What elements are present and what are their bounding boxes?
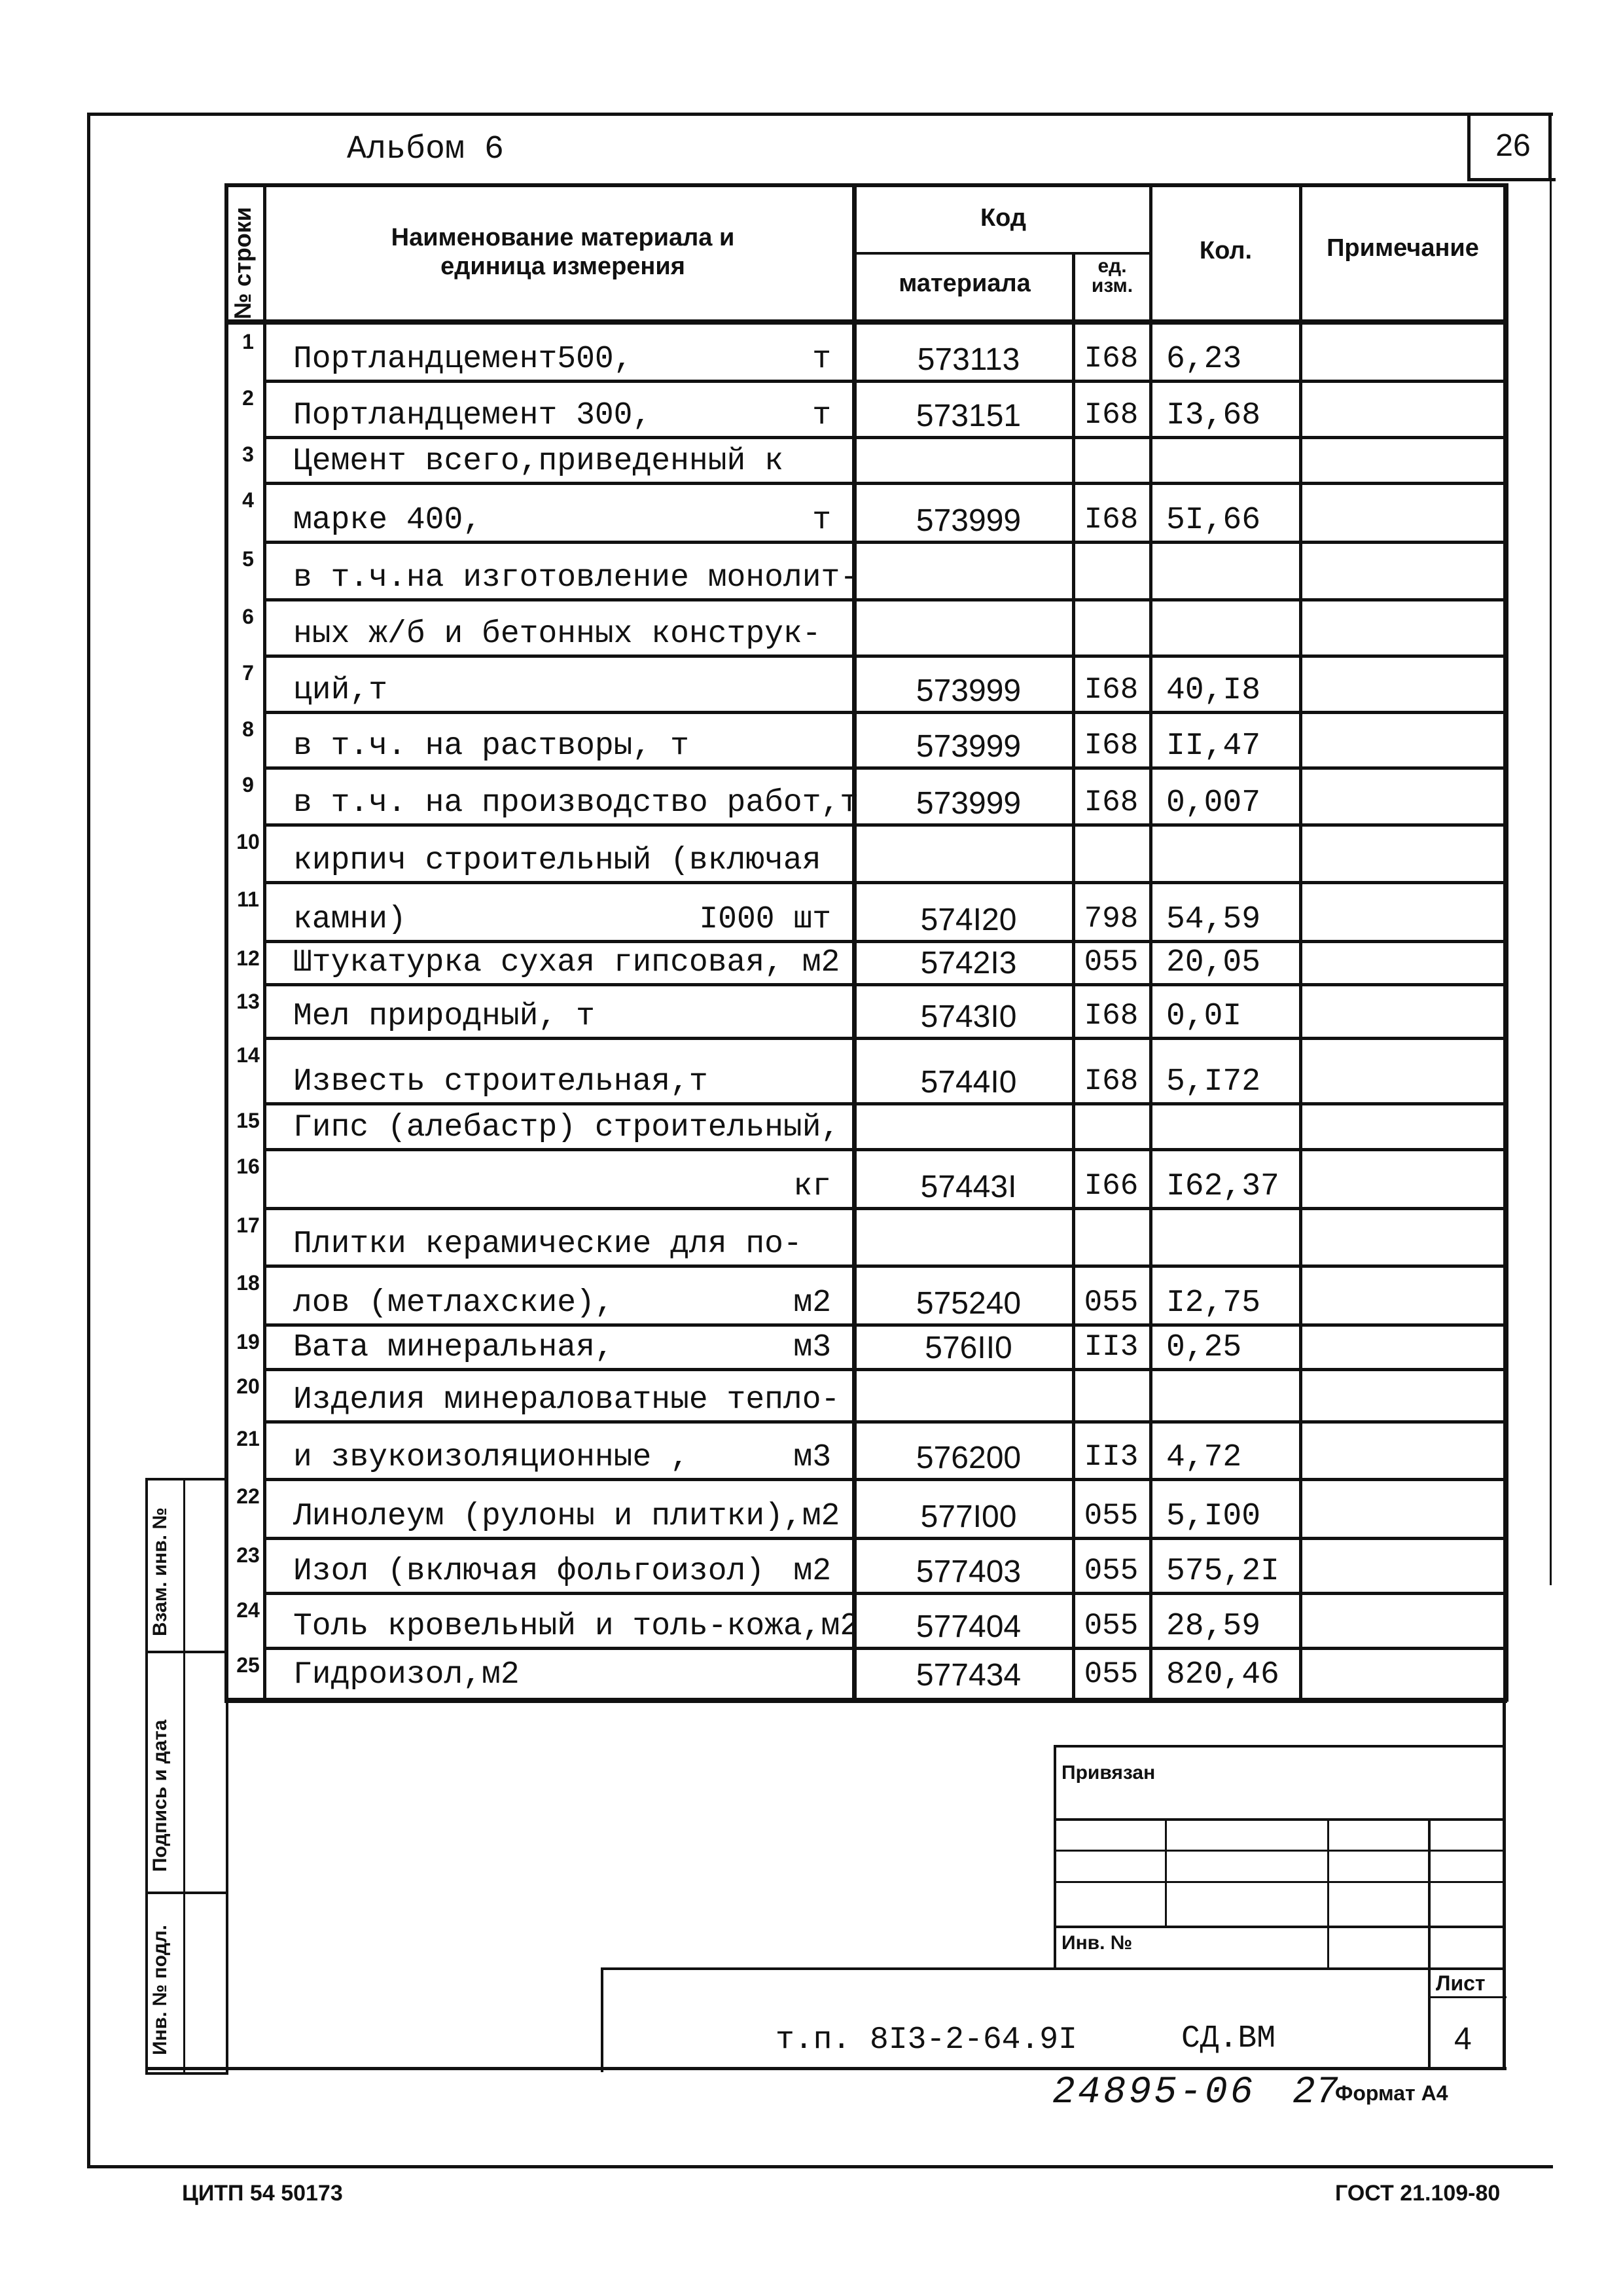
- row-material-code: 5744I0: [920, 1065, 1017, 1100]
- row-unit-code: I68: [1084, 342, 1139, 376]
- row-line: [265, 1537, 1505, 1540]
- row-unit-text: I000 шт: [699, 902, 831, 937]
- row-quantity: 0,25: [1166, 1330, 1242, 1365]
- tb-sep-c: [1054, 1881, 1505, 1883]
- page-number-box: [1467, 113, 1556, 181]
- row-quantity: 0,0I: [1166, 999, 1242, 1034]
- row-unit-code: I68: [1084, 398, 1139, 432]
- row-quantity: I2,75: [1166, 1285, 1261, 1321]
- row-line: [265, 598, 1505, 601]
- row-number: 19: [236, 1330, 260, 1354]
- row-material-name: Гидроизол,м2: [293, 1657, 520, 1693]
- row-material-code: 577404: [916, 1609, 1022, 1644]
- row-line: [265, 1368, 1505, 1371]
- material-header: материала: [899, 270, 1031, 297]
- row-unit-code: 055: [1084, 1285, 1139, 1319]
- row-material-name: и звукоизоляционные ,: [293, 1440, 689, 1475]
- row-number: 25: [236, 1653, 260, 1677]
- stamp-podpis-data: Подпись и дата: [149, 1719, 171, 1872]
- stamp-inv-podl: Инв. № подл.: [149, 1924, 171, 2055]
- row-number: 21: [236, 1427, 260, 1450]
- row-material-name: в т.ч. на растворы, т: [293, 728, 689, 764]
- stamp-vzam-inv: Взам. инв. №: [149, 1507, 171, 1636]
- tb-main-bottom: [145, 2067, 1507, 2070]
- row-quantity: I62,37: [1166, 1169, 1279, 1204]
- row-number: 13: [236, 990, 260, 1013]
- row-material-name: Линолеум (рулоны и плитки),м2: [293, 1499, 840, 1534]
- row-number: 16: [236, 1155, 260, 1178]
- row-unit-code: I66: [1084, 1169, 1139, 1203]
- row-material-name: Портландцемент 300,: [293, 398, 652, 433]
- row-material-code: 573999: [916, 503, 1022, 538]
- row-material-code: 573999: [916, 673, 1022, 708]
- tb-col-b: [1327, 1818, 1329, 1967]
- row-number: 17: [236, 1213, 260, 1237]
- inv-no-label: Инв. №: [1061, 1932, 1133, 1954]
- row-material-code: 573113: [917, 342, 1020, 377]
- row-unit-code: I68: [1084, 999, 1139, 1033]
- footer-gost: ГОСТ 21.109-80: [1335, 2181, 1501, 2206]
- row-unit-text: м3: [793, 1330, 831, 1365]
- tb-right: [1503, 1702, 1506, 2068]
- stamp-sep-2: [145, 1892, 228, 1894]
- row-unit-code: II3: [1084, 1440, 1139, 1474]
- tb-sep-b: [1054, 1850, 1505, 1852]
- row-material-name: Толь кровельный и толь-кожа,м2: [293, 1609, 859, 1644]
- album-label: Альбом 6: [347, 131, 505, 168]
- row-line: [265, 983, 1505, 986]
- header-bottom-line: [224, 319, 1507, 325]
- row-unit-text: м3: [793, 1440, 831, 1475]
- code-sub-line: [852, 252, 1150, 255]
- list-label: Лист: [1436, 1971, 1486, 1995]
- row-line: [265, 1478, 1505, 1481]
- table-left-line: [224, 183, 228, 1702]
- row-material-name: Цемент всего,приведенный к: [293, 444, 783, 479]
- row-unit-code: 055: [1084, 1657, 1139, 1691]
- tb-list-sep: [1428, 1996, 1507, 1998]
- tb-left-upper: [1054, 1745, 1056, 1967]
- row-unit-code: I68: [1084, 728, 1139, 762]
- row-material-name: ций,т: [293, 673, 388, 708]
- tb-main-left: [601, 1967, 603, 2072]
- unit-header-line1: ед.: [1097, 255, 1127, 277]
- row-line: [265, 1647, 1505, 1650]
- frame-right-thin: [1550, 178, 1552, 1585]
- row-number: 23: [236, 1543, 260, 1567]
- row-quantity: 5,I00: [1166, 1499, 1261, 1534]
- row-number: 4: [242, 488, 254, 512]
- row-line: [265, 655, 1505, 658]
- row-material-code: 574I20: [920, 903, 1017, 937]
- row-material-name: Изол (включая фольгоизол): [293, 1554, 765, 1589]
- qty-header: Кол.: [1199, 237, 1253, 264]
- row-number: 10: [236, 830, 260, 853]
- row-unit-code: 055: [1084, 1554, 1139, 1588]
- row-number: 1: [242, 330, 254, 353]
- row-quantity: II,47: [1166, 728, 1261, 764]
- row-unit-code: I68: [1084, 673, 1139, 707]
- row-material-name: Гипс (алебастр) строительный,: [293, 1110, 840, 1145]
- row-number: 2: [242, 386, 254, 410]
- row-line: [265, 823, 1505, 827]
- row-material-name: ных ж/б и бетонных конструк-: [293, 617, 821, 652]
- row-material-code: 57443I: [920, 1170, 1017, 1204]
- row-line: [265, 541, 1505, 544]
- row-material-name: Штукатурка сухая гипсовая, м2: [293, 945, 840, 980]
- list-number: 4: [1454, 2022, 1472, 2056]
- row-number: 14: [236, 1043, 260, 1067]
- row-material-code: 5743I0: [920, 999, 1017, 1034]
- row-number: 12: [236, 946, 260, 970]
- row-unit-code: I68: [1084, 785, 1139, 819]
- row-line: [265, 1207, 1505, 1210]
- page-number: 26: [1495, 128, 1531, 163]
- row-quantity: I3,68: [1166, 398, 1261, 433]
- row-line: [265, 1148, 1505, 1151]
- row-material-code: 575240: [916, 1286, 1022, 1321]
- unit-header-line2: изм.: [1091, 275, 1133, 296]
- row-material-name: в т.ч. на производство работ,т: [293, 785, 859, 821]
- row-unit-text: кг: [793, 1169, 831, 1204]
- row-material-name: лов (метлахские),: [293, 1285, 614, 1321]
- tb-main-top: [601, 1967, 1505, 1970]
- frame-top: [87, 113, 1553, 116]
- row-unit-text: м2: [793, 1285, 831, 1321]
- row-material-name: Портландцемент500,: [293, 342, 633, 377]
- tb-col-a: [1165, 1818, 1167, 1926]
- row-quantity: 6,23: [1166, 342, 1242, 377]
- name-header-line2: единица измерения: [440, 252, 685, 280]
- row-line: [265, 711, 1505, 714]
- row-material-name: Изделия минераловатные тепло-: [293, 1382, 840, 1418]
- row-unit-text: м2: [793, 1554, 831, 1589]
- row-number: 20: [236, 1374, 260, 1398]
- tb-sep-d: [1054, 1926, 1505, 1928]
- row-material-code: 577434: [916, 1658, 1022, 1693]
- stamp-divider: [183, 1478, 185, 2075]
- name-header: [275, 224, 851, 281]
- row-material-code: 573151: [916, 399, 1022, 433]
- row-quantity: 28,59: [1166, 1609, 1261, 1644]
- page-27-handwritten: 27: [1293, 2072, 1338, 2114]
- row-quantity: 40,I8: [1166, 673, 1261, 708]
- unit-header: [1075, 257, 1149, 296]
- stamp-bottom: [145, 2072, 228, 2075]
- row-line: [265, 881, 1505, 884]
- row-number: 11: [237, 888, 259, 911]
- format-label: Формат А4: [1335, 2081, 1448, 2105]
- row-number: 9: [242, 773, 254, 797]
- row-material-code: 5742I3: [920, 946, 1017, 980]
- row-number-header: № строки: [229, 207, 256, 319]
- tb-col-c: [1428, 1818, 1431, 2067]
- row-number: 3: [242, 442, 254, 466]
- row-line: [265, 1037, 1505, 1040]
- row-unit-code: 798: [1084, 902, 1139, 936]
- row-number: 24: [236, 1598, 260, 1622]
- row-quantity: 5,I72: [1166, 1064, 1261, 1100]
- stamp-outer-left: [145, 1478, 148, 2075]
- row-quantity: 5I,66: [1166, 503, 1261, 538]
- row-quantity: 54,59: [1166, 902, 1261, 937]
- tb-sep-a: [1054, 1818, 1505, 1821]
- row-material-name: Мел природный, т: [293, 999, 595, 1034]
- note-header: Примечание: [1327, 234, 1479, 262]
- row-material-name: марке 400,: [293, 503, 482, 538]
- frame-bottom: [87, 2165, 1553, 2168]
- row-material-name: в т.ч.на изготовление монолит-: [293, 560, 859, 596]
- row-material-name: Плитки керамические для по-: [293, 1227, 802, 1262]
- row-number: 15: [236, 1109, 260, 1132]
- row-number: 7: [242, 661, 254, 685]
- row-unit-code: 055: [1084, 1499, 1139, 1533]
- row-quantity: 575,2I: [1166, 1554, 1279, 1589]
- row-unit-code: I68: [1084, 1064, 1139, 1098]
- row-quantity: 820,46: [1166, 1657, 1279, 1693]
- privyazan-label: Привязан: [1061, 1762, 1156, 1784]
- row-line: [265, 1420, 1505, 1424]
- tb-top: [1054, 1745, 1505, 1748]
- row-material-code: 577I00: [920, 1499, 1017, 1534]
- row-material-code: 573999: [916, 786, 1022, 821]
- row-quantity: 0,007: [1166, 785, 1261, 821]
- name-header-line1: Наименование материала и: [391, 224, 735, 251]
- row-line: [265, 766, 1505, 770]
- table-top-line: [224, 183, 1507, 187]
- designation: т.п. 8I3-2-64.9I: [776, 2022, 1077, 2058]
- table-bottom-line: [224, 1698, 1507, 1703]
- row-line: [265, 1102, 1505, 1105]
- row-number: 18: [236, 1271, 260, 1295]
- row-number: 22: [236, 1484, 260, 1508]
- row-unit-code: II3: [1084, 1330, 1139, 1364]
- row-number: 6: [242, 605, 254, 628]
- footer-left-code: ЦИТП 54 50173: [182, 2181, 343, 2206]
- row-unit-text: т: [812, 398, 831, 433]
- row-quantity: 20,05: [1166, 945, 1261, 980]
- handwritten-number: 24895-06: [1052, 2072, 1256, 2114]
- row-material-name: кирпич строительный (включая: [293, 843, 821, 878]
- row-line: [265, 380, 1505, 383]
- row-material-code: 576II0: [925, 1331, 1012, 1365]
- row-material-name: Вата минеральная,: [293, 1330, 614, 1365]
- doc-code: СД.ВМ: [1181, 2021, 1276, 2056]
- row-line: [265, 1323, 1505, 1327]
- stamp-right: [226, 1478, 228, 2075]
- row-material-name: камни): [293, 902, 406, 937]
- row-line: [265, 1265, 1505, 1268]
- row-unit-text: т: [812, 342, 831, 377]
- row-material-name: Известь строительная,т: [293, 1064, 708, 1100]
- frame-left: [87, 113, 90, 2168]
- row-number: 5: [242, 547, 254, 571]
- row-number: 8: [242, 717, 254, 741]
- row-line: [265, 482, 1505, 485]
- row-unit-code: 055: [1084, 1609, 1139, 1643]
- row-line: [265, 940, 1505, 943]
- row-material-code: 577403: [916, 1554, 1022, 1589]
- stamp-top: [145, 1478, 228, 1480]
- row-material-code: 573999: [916, 729, 1022, 764]
- row-unit-code: I68: [1084, 503, 1139, 537]
- row-line: [265, 436, 1505, 439]
- row-line: [265, 1592, 1505, 1595]
- row-unit-text: т: [812, 503, 831, 538]
- stamp-sep-1: [145, 1651, 228, 1653]
- row-unit-code: 055: [1084, 945, 1139, 979]
- row-material-code: 576200: [916, 1441, 1022, 1475]
- row-quantity: 4,72: [1166, 1440, 1242, 1475]
- code-header: Код: [980, 204, 1027, 232]
